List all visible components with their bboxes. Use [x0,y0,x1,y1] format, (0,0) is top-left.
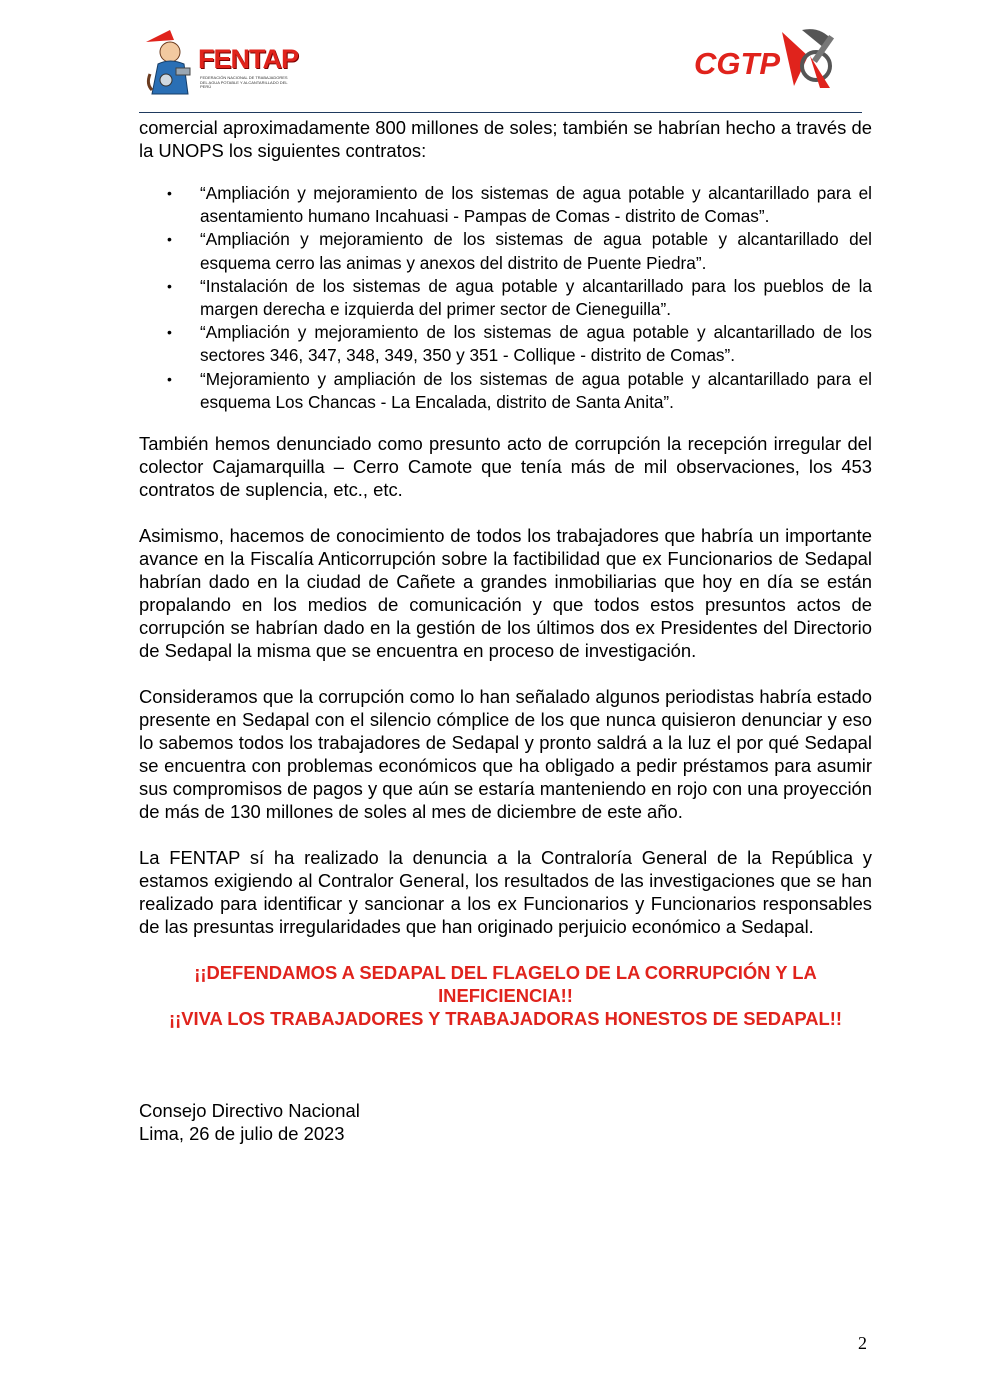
list-item: • “Ampliación y mejoramiento de los sistemas de agua potable y alcantarillado para el asentamiento humano Incahuasi - Pampas de Comas - distrito de Comas”. [167,183,872,227]
signature: Consejo Directivo Nacional [139,1100,360,1122]
intro-paragraph: comercial aproximadamente 800 millones de soles; también se habrían hecho a través de la UNOPS los siguientes contratos: [139,117,872,161]
header-divider [139,112,862,113]
letterhead [0,0,988,115]
paragraph-contraloria: La FENTAP sí ha realizado la denuncia a la Contraloría General de la República y estamos exigiendo al Contralor General, los resultados de las investigaciones que se han realizado para identificar y sancionar a los ex Funcionarios y Funcionarios responsables de las presuntas irregularidades que han originado perjuicio económico a Sedapal. [139,847,872,938]
bullet-icon: • [167,277,172,294]
bullet-icon: • [167,185,172,201]
page-number: 2 [858,1333,867,1353]
bullet-icon: • [167,324,172,341]
letter-body [139,116,872,1145]
bullet-icon: • [167,370,172,387]
cgtp-logo-text: CGTP [694,46,781,81]
slogan-defendamos: ¡¡DEFENDAMOS A SEDAPAL DEL FLAGELO DE LA CORRUPCIÓN Y LA INEFICIENCIA!! [194,962,817,1007]
date-line: Lima, 26 de julio de 2023 [139,1123,345,1145]
list-item: • “Instalación de los sistemas de agua potable y alcantarillado para los pueblos de la margen derecha e izquierda del primer sector de Cieneguilla”. [167,275,872,320]
list-item: • “Ampliación y mejoramiento de los sistemas de agua potable y alcantarillado de los sectores 346, 347, 348, 349, 350 y 351 - Collique - distrito de Comas”. [167,322,872,366]
list-item: • “Ampliación y mejoramiento de los sistemas de agua potable y alcantarillado del esquema cerro las animas y anexos del distrito de Puente Piedra”. [167,229,872,273]
contracts-list [139,182,872,414]
paragraph-corrupcion: Consideramos que la corrupción como lo han señalado algunos periodistas habría estado presente en Sedapal con el silencio cómplice de los que nunca quisieron denunciar y eso lo sabemos todos los trabajadores de Sedapal y pronto saldrá a la luz el por qué Sedapal se encuentra con problemas económicos que ha obligado a pedir préstamos para asumir sus compromisos de pagos y que aún se estaría manteniendo en rojo con una proyección de más de 130 millones de soles al mes de diciembre de este año. [139,686,873,823]
fentap-logo-text: FENTAP [198,44,298,74]
fentap-mascot-icon [140,28,200,98]
cgtp-emblem-icon [780,26,838,92]
slogan-viva: ¡¡VIVA LOS TRABAJADORES Y TRABAJADORAS HONESTOS DE SEDAPAL!! [168,1008,843,1030]
bullet-icon: • [167,231,172,248]
fentap-logo-subtitle: FEDERACIÓN NACIONAL DE TRABAJADORES DEL AGUA POTABLE Y ALCANTARILLADO DEL PERÚ [200,75,288,89]
paragraph-colector: También hemos denunciado como presunto acto de corrupción la recepción irregular del colector Cajamarquilla – Cerro Camote que tenía más de mil observaciones, los 453 contratos de suplencia, etc., etc. [139,433,872,501]
list-item: • “Mejoramiento y ampliación de los sistemas de agua potable y alcantarillado para el esquema Los Chancas - La Encalada, distrito de Santa Anita”. [167,368,872,412]
paragraph-fiscalia: Asimismo, hacemos de conocimiento de todos los trabajadores que habría un importante avance en la Fiscalía Anticorrupción sobre la factibilidad que ex Funcionarios de Sedapal habrían dado en la ciudad de Cañete a grandes inmobiliarias que hoy en día se están propalando en los medios de comunicación y que todos estos presuntos actos de corrupción se habrían dado en la gestión de los últimos dos ex Presidentes del Directorio de Sedapal la misma que se encuentra en proceso de investigación. [139,525,872,662]
fentap-logo [140,28,300,98]
cgtp-logo [694,26,839,92]
